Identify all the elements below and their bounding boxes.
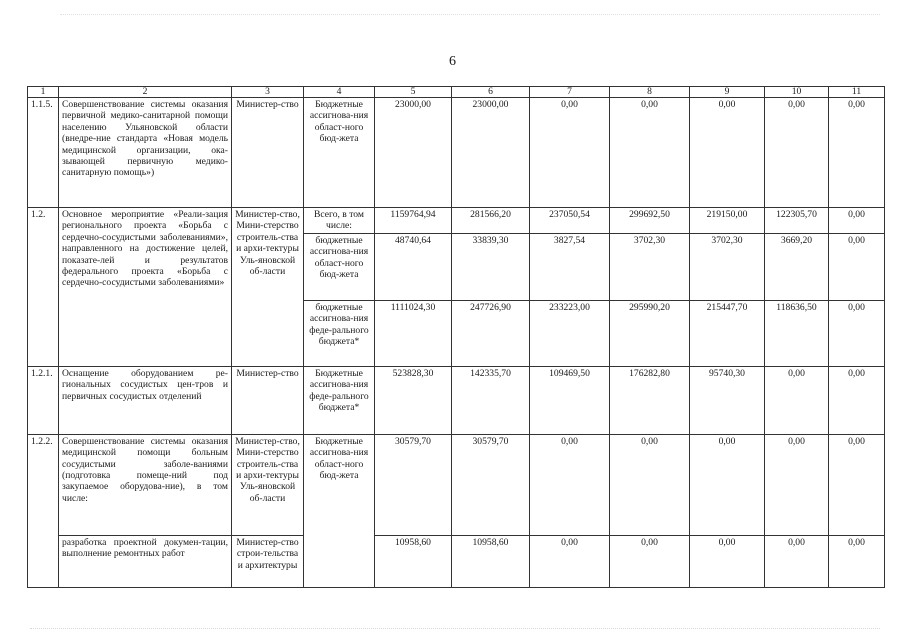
header-cell: 8 [610,87,690,98]
value-cell: 219150,00 [690,208,765,234]
row-name: Основное мероприятие «Реали-зация регионального проекта «Борьба с сердечно-сосудистыми заболеваниями», направленного на достижение целей, показате-лей и результатов федерального проекта «Борьба с сердечно-сосудистыми заболеваниями» [59,208,232,367]
row-id: 1.2. [28,208,59,367]
value-cell: 0,00 [530,434,610,535]
value-cell: 118636,50 [765,300,829,366]
row-name: разработка проектной докумен-тации, выполнение ремонтных работ [59,535,232,587]
value-cell: 0,00 [829,300,885,366]
value-cell: 48740,64 [375,233,452,300]
value-cell: 0,00 [829,233,885,300]
value-cell: 0,00 [690,98,765,208]
header-cell: 11 [829,87,885,98]
row-source: бюджетные ассигнова-ния област-ного бюд-жета [304,233,375,300]
table-row [28,535,885,587]
header-cell: 2 [59,87,232,98]
value-cell: 23000,00 [452,98,530,208]
value-cell: 142335,70 [452,366,530,434]
value-cell: 0,00 [765,535,829,587]
row-executor: Министер-ство строи-тельства и архитектуры [232,535,304,587]
value-cell: 0,00 [829,98,885,208]
table-row [28,98,885,208]
value-cell: 0,00 [690,434,765,535]
value-cell: 95740,30 [690,366,765,434]
value-cell: 3702,30 [690,233,765,300]
row-executor: Министер-ство, Мини-стерство строитель-ства и архи-тектуры Уль-яновской об-ласти [232,208,304,367]
value-cell: 176282,80 [610,366,690,434]
header-cell: 5 [375,87,452,98]
row-name: Совершенствование системы оказания медицинской помощи больным сосудистыми заболе-ваниями (подготовка помеще-ний под закупаемое оборудова-ние), в том числе: [59,434,232,535]
value-cell: 233223,00 [530,300,610,366]
value-cell: 10958,60 [452,535,530,587]
header-cell: 9 [690,87,765,98]
table-row [28,366,885,434]
row-source: бюджетные ассигнова-ния феде-рального бюджета* [304,300,375,366]
header-cell: 6 [452,87,530,98]
row-id: 1.1.5. [28,98,59,208]
row-source: Всего, в том числе: [304,208,375,234]
value-cell: 30579,70 [452,434,530,535]
value-cell: 0,00 [765,366,829,434]
value-cell: 10958,60 [375,535,452,587]
value-cell: 0,00 [690,535,765,587]
row-executor: Министер-ство [232,366,304,434]
row-name: Оснащение оборудованием ре-гиональных сосудистых цен-тров и первичных сосудистых отделений [59,366,232,434]
value-cell: 1159764,94 [375,208,452,234]
value-cell: 23000,00 [375,98,452,208]
row-source: Бюджетные ассигнова-ния феде-рального бюджета* [304,366,375,434]
value-cell: 3669,20 [765,233,829,300]
value-cell: 215447,70 [690,300,765,366]
value-cell: 0,00 [829,208,885,234]
value-cell: 237050,54 [530,208,610,234]
value-cell: 0,00 [530,98,610,208]
budget-table [27,86,885,588]
row-source: Бюджетные ассигнова-ния област-ного бюд-жета [304,98,375,208]
header-cell: 10 [765,87,829,98]
value-cell: 0,00 [765,98,829,208]
header-cell: 3 [232,87,304,98]
value-cell: 0,00 [610,434,690,535]
value-cell: 109469,50 [530,366,610,434]
table-row [28,434,885,535]
row-executor: Министер-ство [232,98,304,208]
table-header-row [28,87,885,98]
row-id: 1.2.1. [28,366,59,434]
header-cell: 4 [304,87,375,98]
row-source: Бюджетные ассигнова-ния област-ного бюд-жета [304,434,375,587]
value-cell: 295990,20 [610,300,690,366]
value-cell: 33839,30 [452,233,530,300]
table-row [28,208,885,234]
value-cell: 3827,54 [530,233,610,300]
value-cell: 299692,50 [610,208,690,234]
scan-artifact-line [60,14,880,15]
row-executor: Министер-ство, Мини-стерство строитель-ства и архи-тектуры Уль-яновской об-ласти [232,434,304,535]
value-cell: 0,00 [829,434,885,535]
header-cell: 1 [28,87,59,98]
row-name: Совершенствование системы оказания первичной медико-санитарной помощи населению Ульяновской области (внедре-ние стандарта «Новая модель медицинской организации, ока-зывающей первичную медико-санитарную помощь») [59,98,232,208]
header-cell: 7 [530,87,610,98]
value-cell: 0,00 [610,535,690,587]
value-cell: 122305,70 [765,208,829,234]
scan-artifact-line [30,628,880,630]
value-cell: 0,00 [610,98,690,208]
value-cell: 523828,30 [375,366,452,434]
value-cell: 0,00 [530,535,610,587]
value-cell: 3702,30 [610,233,690,300]
value-cell: 0,00 [765,434,829,535]
value-cell: 1111024,30 [375,300,452,366]
value-cell: 247726,90 [452,300,530,366]
value-cell: 30579,70 [375,434,452,535]
value-cell: 0,00 [829,366,885,434]
page-number: 6 [449,54,456,69]
value-cell: 281566,20 [452,208,530,234]
row-id: 1.2.2. [28,434,59,587]
value-cell: 0,00 [829,535,885,587]
